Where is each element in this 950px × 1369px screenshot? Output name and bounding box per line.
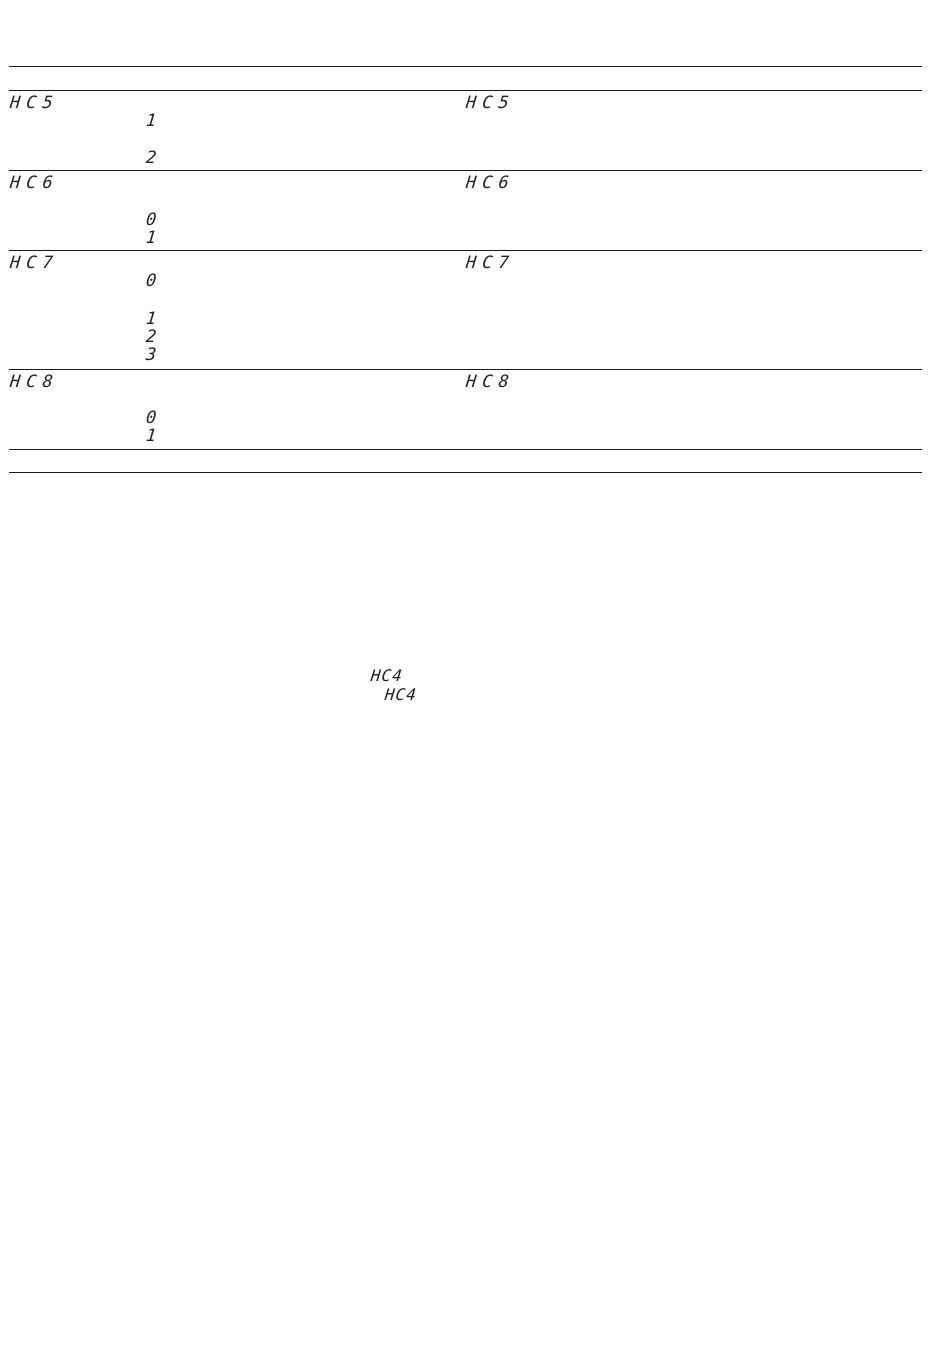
row-divider	[9, 369, 922, 370]
row-divider	[9, 250, 922, 251]
parameter-code: HC8	[464, 372, 516, 392]
table-top-rule	[9, 66, 922, 67]
parameter-code: HC5	[8, 93, 60, 113]
table-bottom-rule	[9, 472, 922, 473]
inline-parameter-code: HC4	[384, 685, 418, 704]
row-divider	[9, 449, 922, 450]
option-value: 1	[144, 111, 158, 131]
option-value: 2	[144, 327, 158, 347]
option-value: 0	[144, 271, 158, 291]
row-divider	[9, 170, 922, 171]
option-value: 3	[144, 345, 158, 365]
inline-parameter-code: HC4	[370, 666, 404, 685]
parameter-code: HC8	[8, 372, 60, 392]
parameter-code: HC6	[8, 173, 60, 193]
parameter-code: HC5	[464, 93, 516, 113]
parameter-code: HC7	[8, 253, 60, 273]
option-value: 0	[144, 408, 158, 428]
option-value: 1	[144, 426, 158, 446]
option-value: 0	[144, 210, 158, 230]
option-value: 1	[144, 228, 158, 248]
option-value: 2	[144, 148, 158, 168]
parameter-code: HC6	[464, 173, 516, 193]
header-bottom-rule	[9, 90, 922, 91]
option-value: 1	[144, 309, 158, 329]
parameter-code: HC7	[464, 253, 516, 273]
